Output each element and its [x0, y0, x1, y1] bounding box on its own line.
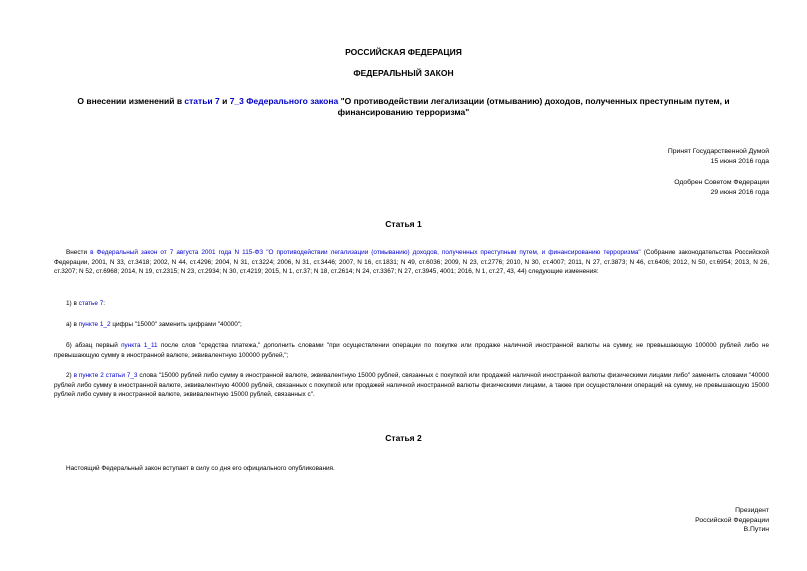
- item-1: [54, 299, 769, 309]
- article-1-intro: [54, 248, 769, 277]
- signature-country: Российской Федерации: [695, 516, 769, 524]
- approved-by-council: Одобрен Советом Федерации: [674, 179, 769, 186]
- item-2-post: слова "15000 рублей либо сумму в иностранной валюте, эквивалентную 15000 рублей, связанных с покупкой или продажей наличной иностранной валюты физическими лицами либо" заменить словами "40000 рублей либо сумму в иностранной валюте, эквивалентную 40000 рублей, связанных с покупкой или продажей наличной иностранной валюты физическими лицами, а также при осуществлении операций на сумму, не превышающую 15000 рублей либо сумму в иностранной валюте, эквивалентную 15000 рублей, связанных с".: [54, 372, 770, 399]
- signature-title: Президент: [735, 507, 769, 514]
- link-article-7-3-federal-law[interactable]: 7_3 Федерального закона: [229, 96, 339, 106]
- link-article-7-item[interactable]: статье 7: [78, 300, 104, 307]
- item-b: [54, 341, 769, 360]
- link-point-1-11[interactable]: пункта 1_11: [121, 342, 158, 349]
- approved-date: 29 июня 2016 года: [710, 188, 769, 196]
- law-title-suffix: "О противодействии легализации (отмыванию) доходов, полученных преступным путем, и финансированию терроризма": [337, 96, 730, 117]
- item-1-post: :: [103, 300, 106, 307]
- signature-block: [695, 506, 769, 535]
- law-title-and: и: [219, 96, 230, 106]
- link-federal-law-115[interactable]: в Федеральный закон от 7 августа 2001 года N 115-ФЗ "О противодействии легализации (отмыванию) доходов, полученных преступным путем, и финансированию терроризма": [90, 249, 641, 256]
- adopted-date: 15 июня 2016 года: [710, 157, 769, 165]
- adopted-by-duma: Принят Государственной Думой: [667, 148, 769, 155]
- item-2: [54, 371, 769, 400]
- item-1-pre: 1) в: [66, 300, 79, 307]
- article-2-heading: Статья 2: [385, 433, 422, 443]
- item-2-pre: 2): [66, 372, 74, 379]
- intro-post: (Собрание законодательства Российской Федерации, 2001, N 33, ст.3418; 2002, N 44, ст.4296; 2004, N 31, ст.3224; 2006, N 31, ст.3446; 2007, N 16, ст.1831; N 49, ст.6036; 2009, N 23, ст.2776; 2010, N 30, ст.4007; 2011, N 27, ст.3873; N 46, ст.6406; 2012, N 50, ст.6954; 2013, N 26, ст.3207; N 52, ст.6968; 2014, N 19, ст.2315; N 23, ст.2934; N 30, ст.4219; 2015, N 1, ст.37; N 18, ст.2614; N 24, ст.3367; N 27, ст.3945, 4001; 2016, N 1, ст.27, 43, 44) следующие изменения:: [54, 249, 769, 276]
- item-b-post: после слов "средства платежа," дополнить словами "при осуществлении операции по покупке или продаже наличной иностранной валюты на сумму, не превышающую 100000 рублей либо не превышающую сумму в иностранной валюте, эквивалентную 100000 рублей,";: [54, 342, 770, 359]
- approval-block: [674, 178, 769, 197]
- adoption-block: [668, 147, 769, 166]
- link-point-1-2[interactable]: пункте 1_2: [78, 321, 111, 328]
- item-a-pre: а) в: [66, 321, 79, 328]
- law-title: [40, 96, 767, 118]
- link-point-2-article-7-3[interactable]: в пункте 2 статьи 7_3: [73, 372, 138, 379]
- signature-name: В.Путин: [743, 526, 769, 533]
- article-2-text: Настоящий Федеральный закон вступает в силу со дня его официального опубликования.: [66, 465, 335, 472]
- item-a: [54, 320, 769, 330]
- item-b-pre: б) абзац первый: [66, 342, 122, 349]
- link-article-7[interactable]: статьи 7: [184, 96, 220, 106]
- item-a-post: цифры "15000" заменить цифрами "40000";: [110, 321, 242, 328]
- country-heading: РОССИЙСКАЯ ФЕДЕРАЦИЯ: [345, 47, 462, 57]
- intro-pre: Внести: [66, 249, 91, 256]
- doc-type-heading: ФЕДЕРАЛЬНЫЙ ЗАКОН: [353, 68, 454, 78]
- law-title-prefix: О внесении изменений в: [77, 96, 185, 106]
- article-1-heading: Статья 1: [385, 219, 422, 229]
